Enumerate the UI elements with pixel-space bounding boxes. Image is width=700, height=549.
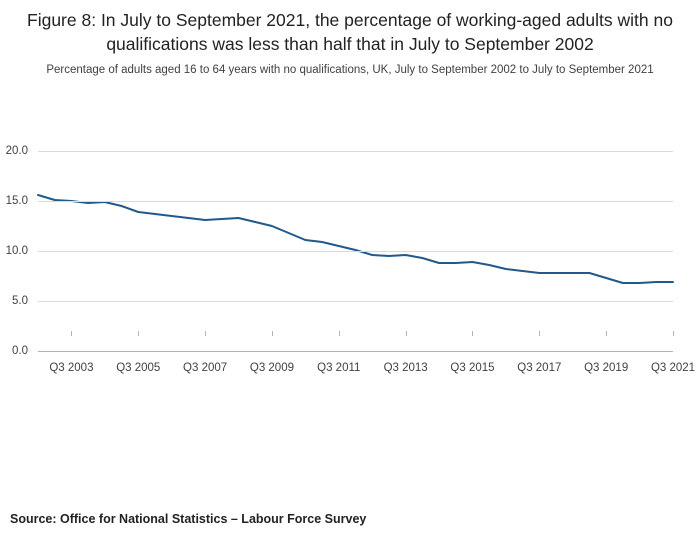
- x-axis-tick-mark: [406, 331, 407, 336]
- x-axis-tick-mark: [138, 331, 139, 336]
- x-axis-tick-mark: [272, 331, 273, 336]
- x-axis-tick-label: Q3 2003: [49, 362, 94, 374]
- x-axis-tick-label: Q3 2019: [584, 362, 629, 374]
- gridline: [38, 151, 673, 152]
- gridline: [38, 351, 673, 352]
- y-axis-tick-label: 15.0: [5, 195, 28, 207]
- page-title: Figure 8: In July to September 2021, the percentage of working-aged adults with no qualifications was less than half that in July to September 2002: [27, 10, 673, 54]
- chart-plot: [0, 130, 700, 390]
- x-axis-tick-mark: [71, 331, 72, 336]
- x-axis-tick-mark: [205, 331, 206, 336]
- y-axis-tick-label: 0.0: [12, 345, 28, 357]
- x-axis-tick-label: Q3 2015: [450, 362, 495, 374]
- plot-area: [38, 151, 673, 351]
- x-axis-tick-label: Q3 2009: [249, 362, 294, 374]
- x-axis-tick-label: Q3 2005: [116, 362, 161, 374]
- x-axis-tick-label: Q3 2011: [317, 362, 361, 374]
- y-axis-tick-label: 10.0: [5, 245, 28, 257]
- y-axis-tick-label: 20.0: [5, 145, 28, 157]
- x-axis-tick-mark: [339, 331, 340, 336]
- gridline: [38, 301, 673, 302]
- x-axis-tick-mark: [472, 331, 473, 336]
- x-axis-tick-label: Q3 2007: [183, 362, 228, 374]
- gridline: [38, 251, 673, 252]
- x-axis-tick-label: Q3 2013: [383, 362, 428, 374]
- x-axis-tick-label: Q3 2021: [650, 362, 696, 374]
- x-axis-tick-mark: [539, 331, 540, 336]
- x-axis-tick-mark: [606, 331, 607, 336]
- source-note: Source: Office for National Statistics – Labour Force Survey: [10, 512, 367, 526]
- x-axis-tick-label: Q3 2017: [517, 362, 562, 374]
- x-axis-tick-mark: [673, 331, 674, 336]
- series-line: [38, 195, 673, 283]
- chart-subtitle: Percentage of adults aged 16 to 64 years with no qualifications, UK, July to September 2002 to July to September 2021: [46, 64, 654, 76]
- gridline: [38, 201, 673, 202]
- y-axis-tick-label: 5.0: [12, 295, 28, 307]
